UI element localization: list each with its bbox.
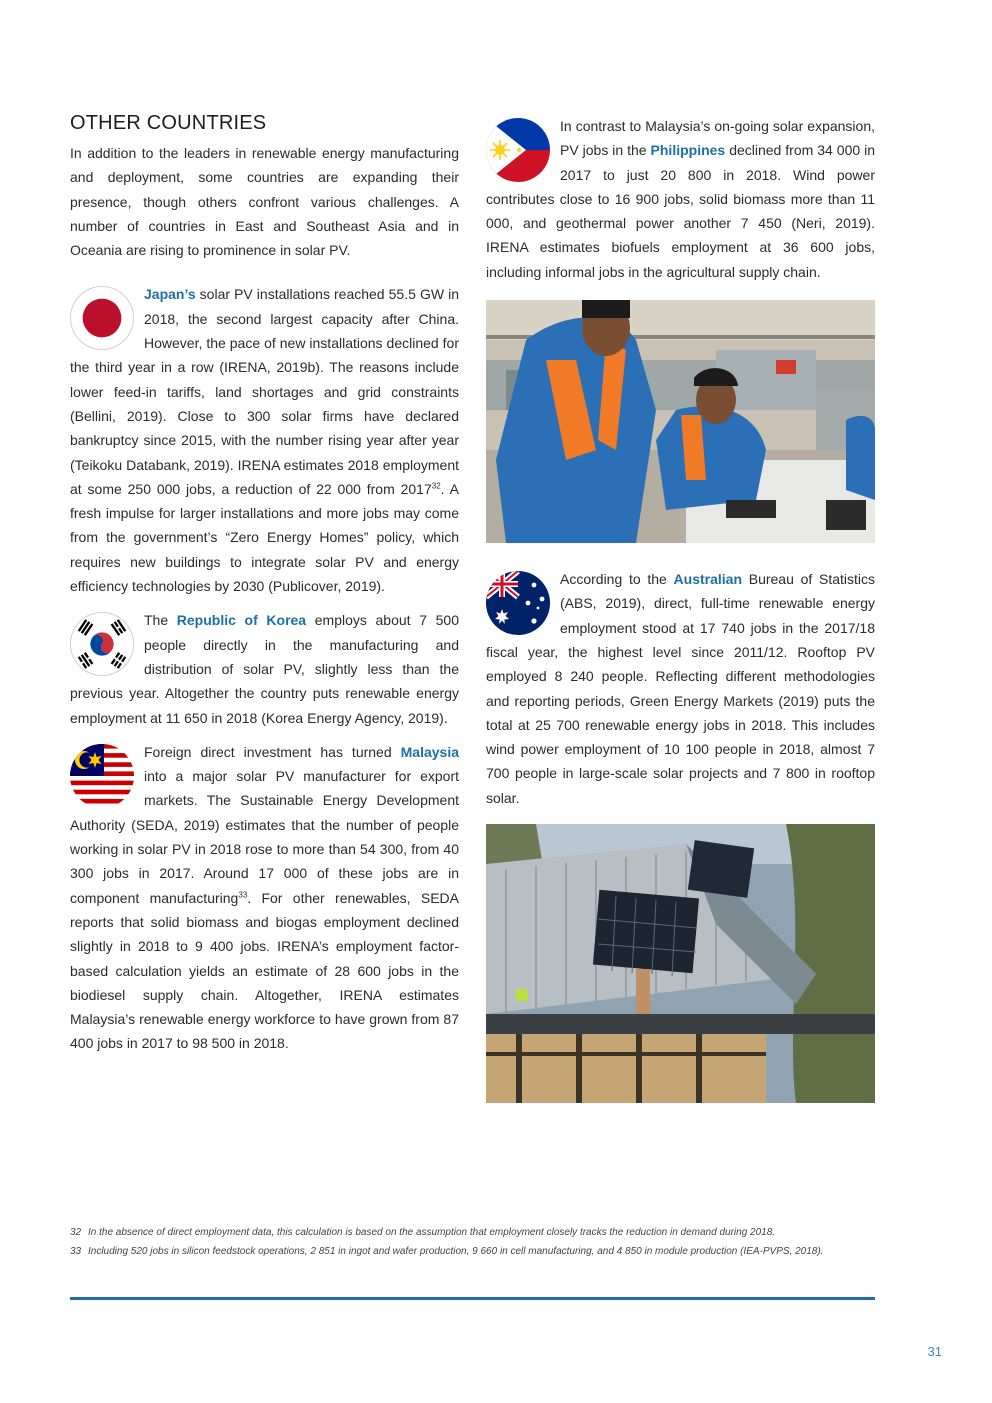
malaysia-country-name: Malaysia bbox=[400, 743, 459, 760]
australia-text-pre: According to the bbox=[560, 571, 674, 588]
intro-paragraph: In addition to the leaders in renewable energy manufacturing and deployment, some countries are expanding their presence, though others confront various challenges. A number of countries in East and Southeast Asia and in Oceania are rising to prominence in solar PV. bbox=[70, 145, 459, 259]
korea-section bbox=[70, 608, 459, 729]
australia-country-name: Australian bbox=[673, 571, 743, 588]
footnote-ref-32[interactable]: 32 bbox=[431, 481, 441, 491]
photo-rooftop-solar-installation bbox=[486, 824, 875, 1103]
section-heading: OTHER COUNTRIES bbox=[70, 112, 267, 134]
japan-section bbox=[70, 282, 459, 598]
malaysia-flag-icon bbox=[70, 744, 134, 808]
japan-text-b: . A fresh impulse for larger installations and more jobs may come from the government’s “Zero Energy Homes” policy, which requires new buildings to integrate solar PV and energy efficiency technologies by 2030 (Publicover, 2019). bbox=[70, 480, 459, 595]
right-column bbox=[486, 114, 875, 1127]
footnote-33 bbox=[70, 1245, 875, 1259]
korea-flag-icon bbox=[70, 612, 134, 676]
korea-text-a: employs about 7 500 people directly in the manufacturing and distribution of solar PV, slightly less than the previous year. Altogether the country puts renewable energy employment at 11 650 in 2018 (Korea Energy Agency, 2019). bbox=[70, 612, 459, 726]
footnotes bbox=[70, 1226, 875, 1264]
footnote-text: In the absence of direct employment data, this calculation is based on the assumption that employment closely tracks the reduction in demand during 2018. bbox=[88, 1227, 776, 1238]
korea-text-pre: The bbox=[144, 612, 177, 629]
page-number: 31 bbox=[927, 1344, 942, 1359]
philippines-text-pre: In contrast to Malaysia’s on-going solar expansion, PV jobs in the bbox=[560, 118, 875, 159]
japan-text-a: solar PV installations reached 55.5 GW in 2018, the second largest capacity after China. However, the pace of new installations declined for the third year in a row (IRENA, 2019b). The reasons include lower feed-in tariffs, land shortages and grid constraints (Bellini, 2019). Close to 300 solar firms have declared bankruptcy since 2015, with the number rising year after year (Teikoku Databank, 2019). IRENA estimates 2018 employment at some 250 000 jobs, a reduction of 22 000 from 2017 bbox=[70, 286, 459, 497]
photo-workers-training bbox=[486, 300, 875, 543]
footnote-number: 33 bbox=[70, 1246, 82, 1257]
footnote-32 bbox=[70, 1226, 875, 1240]
australia-text-a: Bureau of Statistics (ABS, 2019), direct, full-time renewable energy employment stood at 17 740 jobs in the 2017/18 fiscal year, the highest level since 2011/12. Rooftop PV employed 8 240 people. Reflecting different methodologies and reporting periods, Green Energy Markets (2019) puts the total at 25 700 renewable energy jobs in 2018. This includes wind power employment of 10 100 people in 2018, almost 7 700 people in large-scale solar projects and 7 800 in rooftop solar. bbox=[486, 571, 875, 806]
left-column bbox=[70, 112, 459, 1066]
footnote-text: Including 520 jobs in silicon feedstock operations, 2 851 in ingot and wafer production, 9 660 in cell manufacturing, and 4 850 in module production (IEA-PVPS, 2018). bbox=[88, 1246, 824, 1257]
footer-rule bbox=[70, 1297, 875, 1300]
japan-country-name: Japan’s bbox=[144, 286, 196, 303]
malaysia-text-a: into a major solar PV manufacturer for export markets. The Sustainable Energy Development Authority (SEDA, 2019) estimates that the number of people working in solar PV in 2018 rose to more than 54 300, from 40 300 jobs in 2017. Around 17 000 of these jobs are in component manufacturing bbox=[70, 768, 459, 906]
korea-country-name: Republic of Korea bbox=[176, 612, 307, 629]
australia-section bbox=[486, 567, 875, 810]
malaysia-text-b: . For other renewables, SEDA reports that solid biomass and biogas employment declined slightly in 2018 to 9 400 jobs. IRENA’s employment factor-based calculation yields an estimate of 28 600 jobs in the biodiesel supply chain. Altogether, IRENA estimates Malaysia’s renewable energy workforce to have grown from 87 400 jobs in 2017 to 98 500 in 2018. bbox=[70, 889, 459, 1052]
malaysia-text-pre: Foreign direct investment has turned bbox=[144, 743, 401, 760]
australia-flag-icon bbox=[486, 571, 550, 635]
philippines-text-a: declined from 34 000 in 2017 to just 20 800 in 2018. Wind power contributes close to 16 900 jobs, solid biomass more than 11 000, and geothermal power another 7 450 (Neri, 2019). IRENA estimates biofuels employment at 36 600 jobs, including informal jobs in the agricultural supply chain. bbox=[486, 142, 875, 280]
footnote-number: 32 bbox=[70, 1227, 82, 1238]
philippines-country-name: Philippines bbox=[650, 142, 726, 159]
philippines-flag-icon bbox=[486, 118, 550, 182]
footnote-ref-33[interactable]: 33 bbox=[238, 889, 248, 899]
philippines-section bbox=[486, 114, 875, 284]
malaysia-section bbox=[70, 740, 459, 1056]
